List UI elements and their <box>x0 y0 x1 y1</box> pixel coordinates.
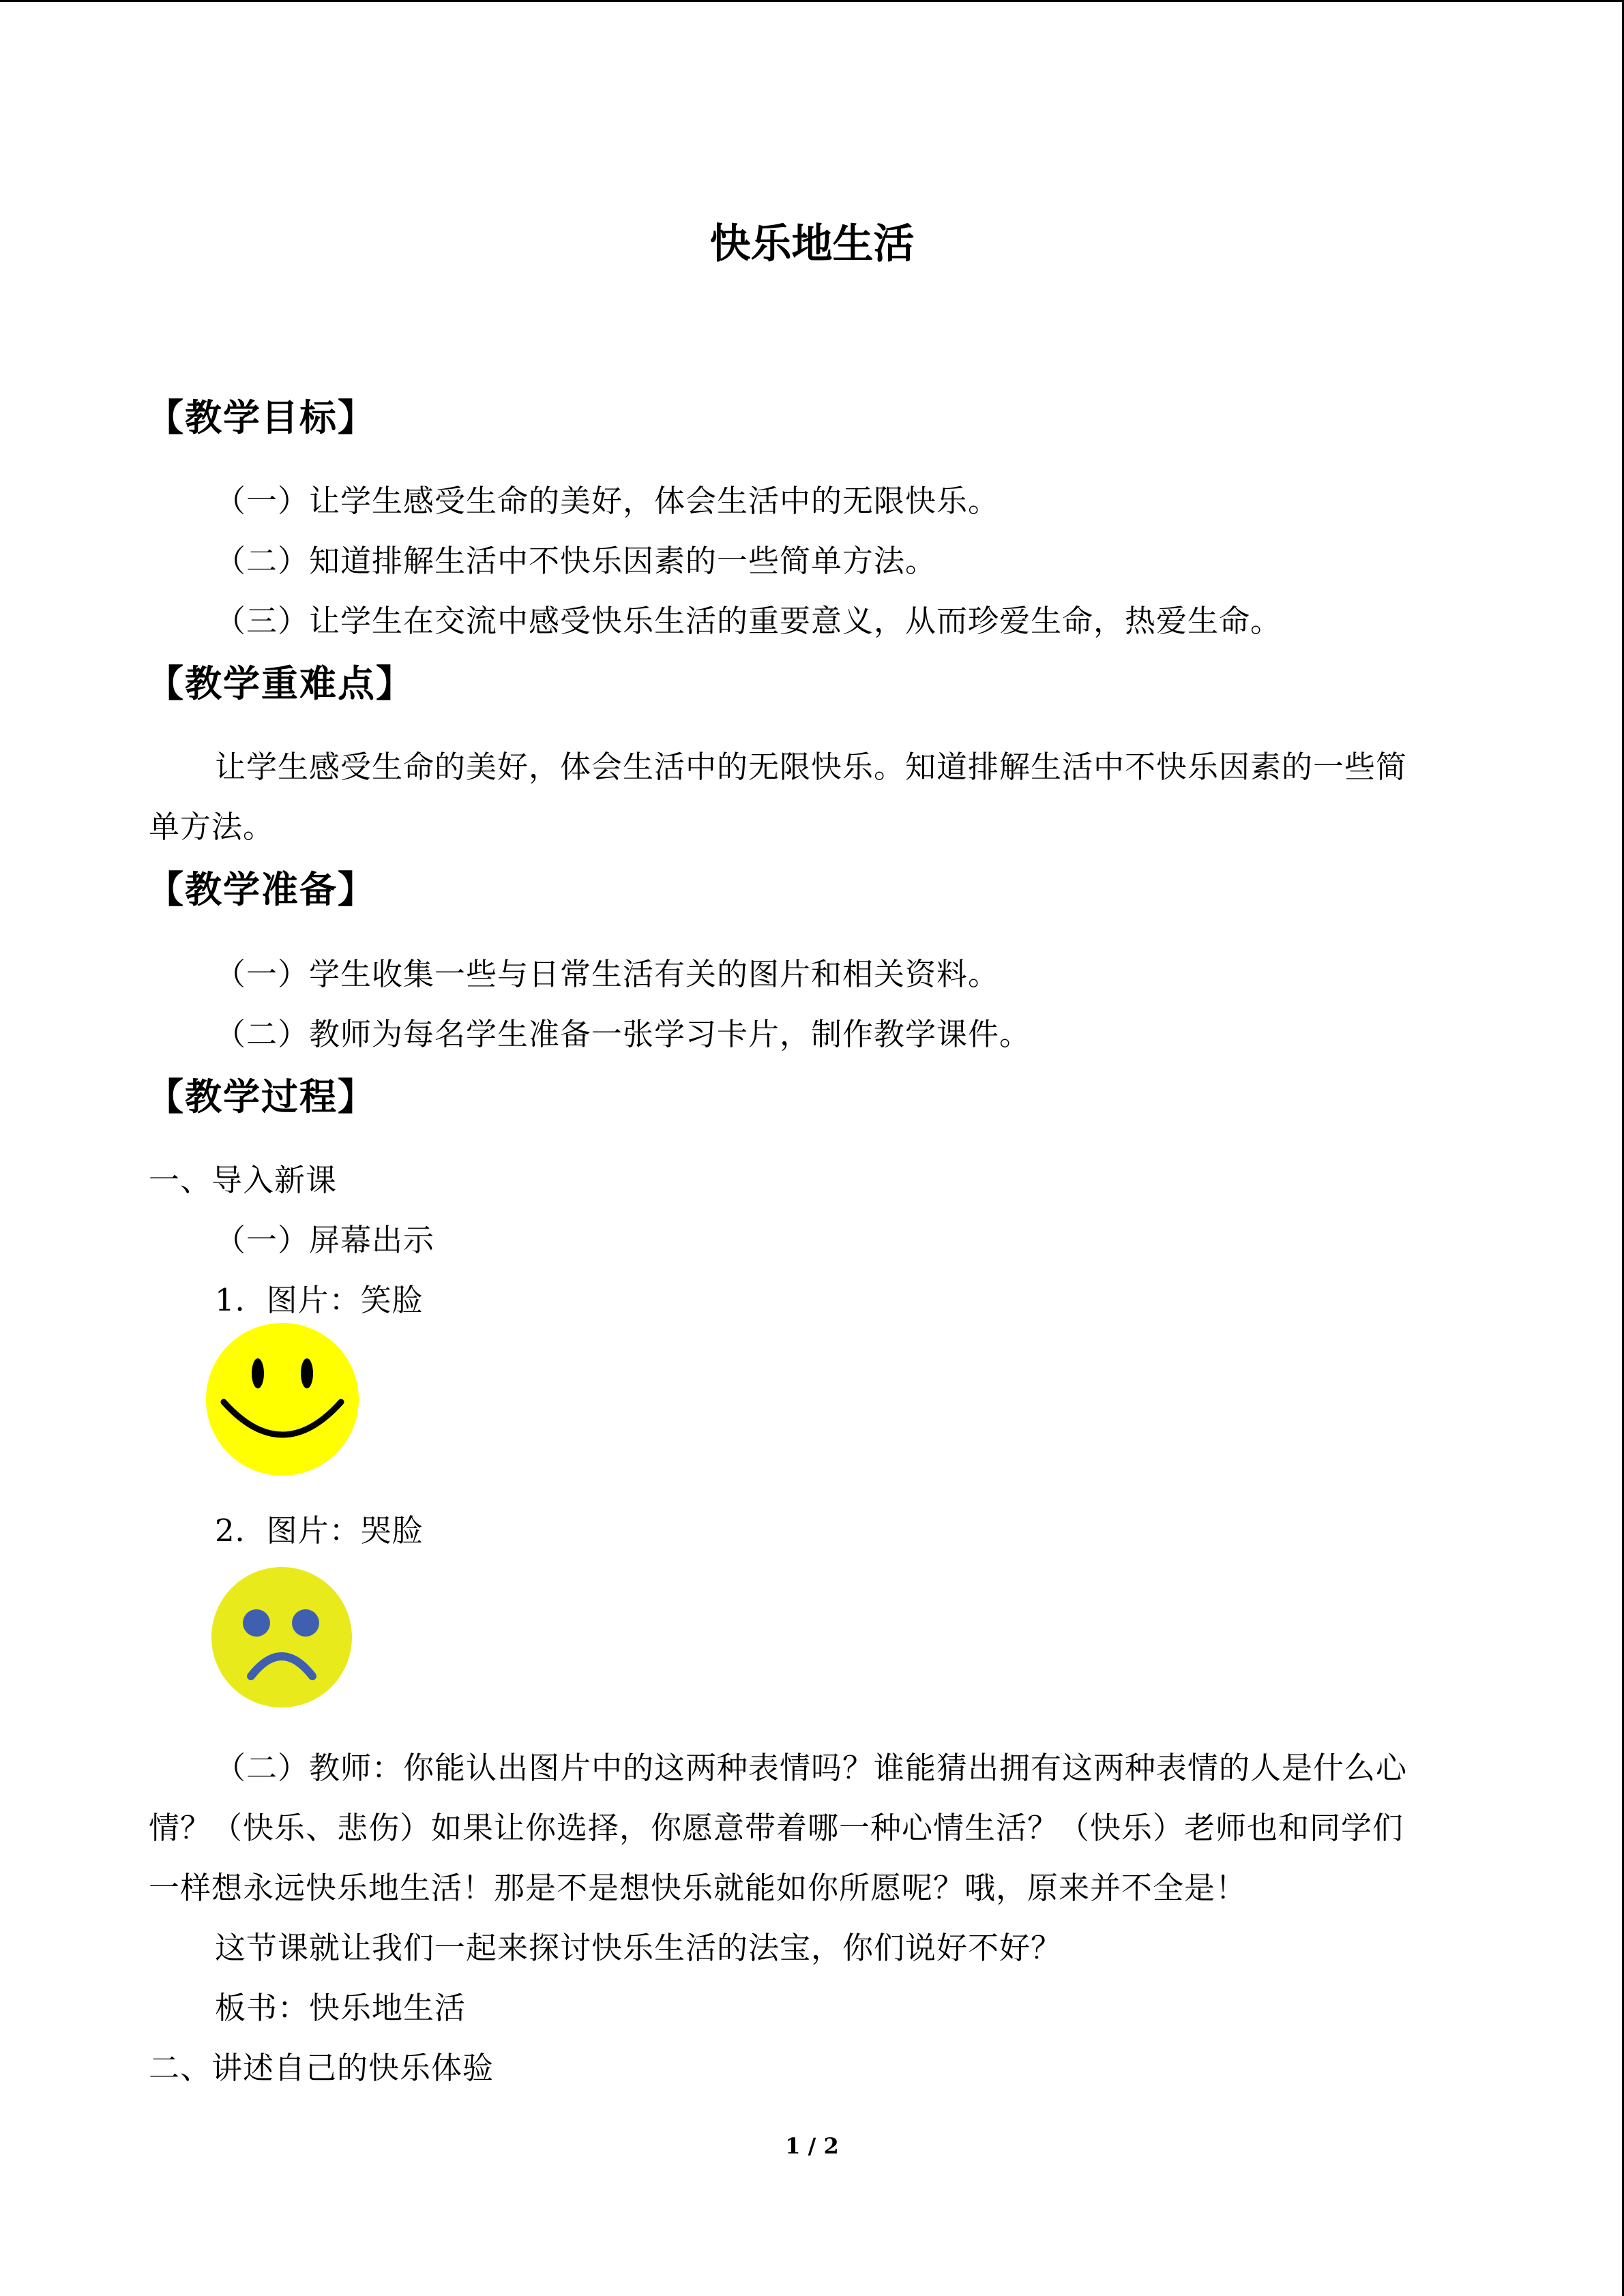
key-points-line-1: 让学生感受生命的美好，体会生活中的无限快乐。知道排解生活中不快乐因素的一些简 <box>215 749 1408 785</box>
picture-2-caption: 2．图片：哭脸 <box>215 1512 424 1549</box>
explore-line: 这节课就让我们一起来探讨快乐生活的法宝，你们说好不好？ <box>215 1930 1063 1966</box>
page-number: 1 / 2 <box>785 2133 839 2159</box>
teacher-paragraph-line-3: 一样想永远快乐地生活！那是不是想快乐就能如你所愿呢？哦，原来并不全是！ <box>149 1870 1247 1906</box>
teacher-paragraph-line-1: （二）教师：你能认出图片中的这两种表情吗？谁能猜出拥有这两种表情的人是什么心 <box>215 1750 1408 1786</box>
teacher-paragraph-line-2: 情？（快乐、悲伤）如果让你选择，你愿意带着哪一种心情生活？（快乐）老师也和同学们 <box>149 1810 1404 1846</box>
process-heading: 【教学过程】 <box>147 1075 376 1118</box>
key-points-heading: 【教学重难点】 <box>147 661 414 705</box>
sad-face-icon <box>210 1566 353 1709</box>
preparation-item-1: （一）学生收集一些与日常生活有关的图片和相关资料。 <box>215 956 1000 992</box>
goal-item-1: （一）让学生感受生命的美好，体会生活中的无限快乐。 <box>215 483 1000 519</box>
picture-1-caption: 1．图片：笑脸 <box>215 1282 424 1318</box>
smiley-face-icon <box>205 1322 360 1477</box>
process-part-2: 二、讲述自己的快乐体验 <box>149 2050 494 2086</box>
board-writing-line: 板书：快乐地生活 <box>215 1990 467 2026</box>
goal-item-2: （二）知道排解生活中不快乐因素的一些简单方法。 <box>215 543 937 579</box>
process-part-1: 一、导入新课 <box>149 1162 338 1198</box>
preparation-item-2: （二）教师为每名学生准备一张学习卡片，制作教学课件。 <box>215 1016 1031 1052</box>
document-title: 快乐地生活 <box>709 220 915 268</box>
goal-item-3: （三）让学生在交流中感受快乐生活的重要意义，从而珍爱生命，热爱生命。 <box>215 603 1282 639</box>
goals-heading: 【教学目标】 <box>147 396 376 439</box>
screen-display-label: （一）屏幕出示 <box>215 1222 435 1258</box>
key-points-line-2: 单方法。 <box>149 809 275 845</box>
preparation-heading: 【教学准备】 <box>147 867 376 911</box>
page-border <box>0 0 1624 2</box>
